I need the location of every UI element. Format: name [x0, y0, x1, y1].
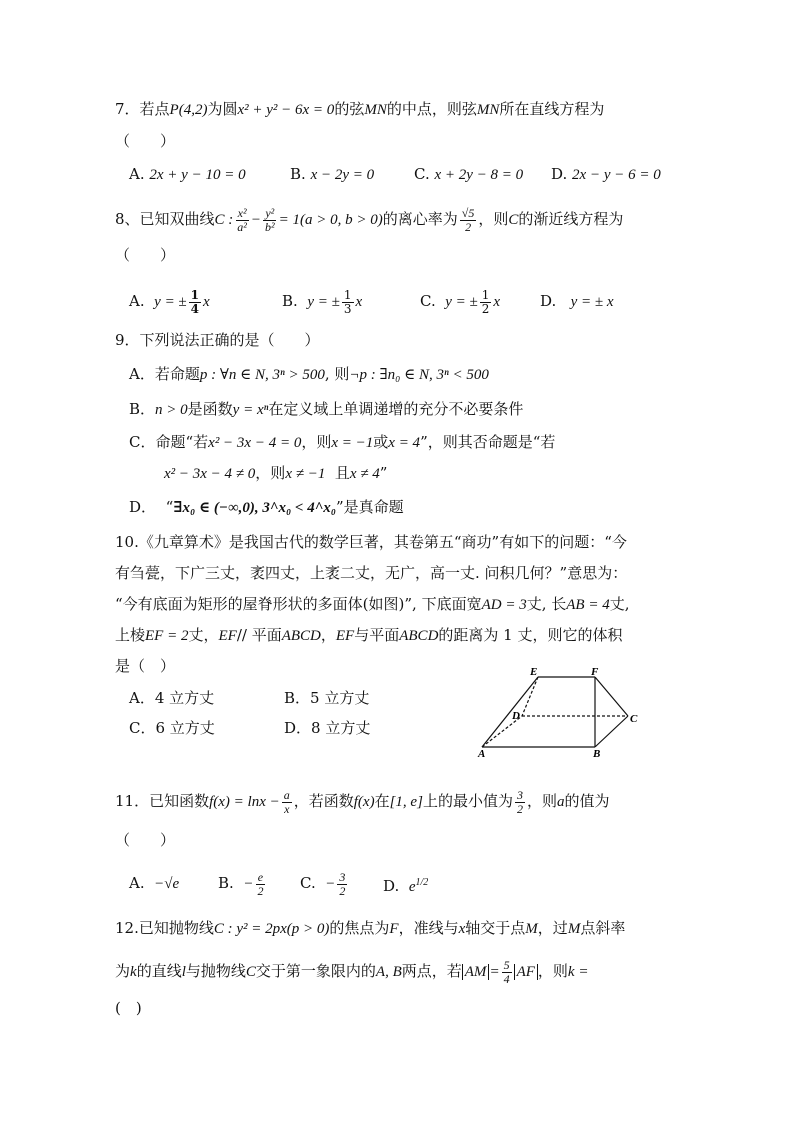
- q7-chord-2: MN: [476, 102, 500, 118]
- q7-option-d: D. 2x − y − 6 = 0: [551, 165, 661, 183]
- edge-ea: [482, 677, 538, 747]
- q10-option-b: B．5 立方丈: [284, 689, 370, 707]
- q10-line3: “今有底面为矩形的屋脊形状的多面体(如图)”, 下底面宽AD = 3丈, 长AB = 4丈,: [115, 595, 630, 613]
- q7-chord: MN: [364, 102, 387, 118]
- q7-text-b: 为圆: [207, 100, 238, 118]
- q7-text-a: 7．若点: [115, 100, 170, 118]
- q10-line2: 有刍甍，下广三丈，袤四丈，上袤二丈，无广，高一丈. 问积几何？”意思为：: [115, 564, 628, 582]
- q8-curve-name: C :: [214, 212, 234, 228]
- q10-line4: 上棱EF = 2丈，EF// 平面ABCD，EF与平面ABCD的距离为 1 丈，则它的体积: [115, 626, 623, 644]
- q11-stem: 11．已知函数f(x) = lnx − $\frac{a}{x}$ ，若函数f(x)在[1, e]上的最小值为 $\frac{3}{2}$ ，则a的值为: [115, 787, 610, 816]
- q9-option-a: A．若命题p : ∀n ∈ N, 3ⁿ > 500, 则¬p : ∃n₀ ∈ N, 3ⁿ < 500: [129, 365, 489, 383]
- q7-option-b: B. x − 2y = 0: [290, 165, 375, 183]
- q8-option-a: A. y = ± $\frac{1}{4}$ x: [129, 287, 210, 316]
- q11-option-d: D. $e^{1/2}$: [383, 877, 429, 895]
- q11-option-a: A. −√e: [129, 874, 180, 892]
- polyhedron-figure: [470, 662, 650, 762]
- q12-line1: 12.已知抛物线C : y² = 2px(p > 0)的焦点为F，准线与x轴交于点M，过M点斜率: [115, 919, 626, 937]
- label-b: B: [593, 748, 601, 760]
- label-f: F: [591, 666, 599, 678]
- edge-bc: [595, 716, 628, 747]
- q8-option-c: C. y = ± $\frac{1}{2}$ x: [420, 287, 501, 316]
- q8-stem: 8、已知双曲线C : $\frac{\text{x²}}{\text{a²}}$ − $\frac{\text{y²}}{\text{b²}}$ = 1(a > 0, b > 0)的离心率为 $\frac{√5}{2}$ ，则C的渐近线方程为: [115, 205, 624, 234]
- q12-line2: 为k的直线l与抛物线C交于第一象限内的A, B两点，若 AM = $\frac{5}{4}$ AF ，则k =: [115, 957, 589, 986]
- q7-text-c: 的弦: [334, 100, 365, 118]
- q11-option-b: B. − $\frac{e}{2}$: [218, 869, 264, 898]
- q7-circle-eq: x² + y² − 6x = 0: [237, 102, 335, 118]
- q7-text-e: 所在直线方程为: [499, 100, 605, 118]
- edge-ed: [522, 677, 538, 716]
- q7-point: P(4,2): [169, 102, 208, 118]
- q10-option-c: C．6 立方丈: [129, 719, 215, 737]
- q11-option-c: C. − $\frac{3}{2}$: [300, 869, 346, 898]
- q11-bracket: （ ）: [115, 831, 176, 849]
- q8-bracket: （ ）: [115, 246, 176, 264]
- q7-text-d: 的中点，则弦: [386, 100, 477, 118]
- q7-option-c: C. x + 2y − 8 = 0: [414, 165, 524, 183]
- edge-fc: [595, 677, 628, 716]
- q9-option-c-line2: x² − 3x − 4 ≠ 0，则x ≠ −1 且x ≠ 4”: [164, 464, 388, 482]
- q9-option-c: C．命题“若x² − 3x − 4 = 0，则x = −1或x = 4”，则其否命题是“若: [129, 433, 556, 451]
- q8-frac-y: $\frac{\text{y²}}{\text{b²}}$: [265, 205, 275, 234]
- q10-line5: 是（ ）: [115, 657, 176, 675]
- label-e: E: [530, 666, 538, 678]
- q10-line1: 10.《九章算术》是我国古代的数学巨著，其卷第五“商功”有如下的问题：“今: [115, 533, 627, 551]
- label-d: D: [512, 710, 520, 722]
- q7-stem: [115, 99, 604, 120]
- q10-option-d: D．8 立方丈: [284, 719, 371, 737]
- q9-stem: 9．下列说法正确的是（ ）: [115, 331, 320, 349]
- label-a: A: [478, 748, 486, 760]
- q10-option-a: A．4 立方丈: [129, 689, 215, 707]
- q8-text-a: 8、已知双曲线: [115, 210, 215, 228]
- q8-option-d: D. y = ± x: [540, 292, 614, 310]
- q9-option-d: D． “∃x₀ ∈ (−∞,0), 3^x₀ < 4^x₀”是真命题: [129, 498, 404, 516]
- q8-eq-tail: = 1(a > 0, b > 0): [278, 212, 383, 228]
- q7-bracket: （ ）: [115, 132, 176, 150]
- q8-eccentricity: $\frac{√5}{2}$: [461, 205, 475, 234]
- q8-text-d: 的渐近线方程为: [518, 210, 624, 228]
- q7-option-a: A. 2x + y − 10 = 0: [129, 165, 246, 183]
- label-c: C: [630, 713, 638, 725]
- q8-option-b: B. y = ± $\frac{1}{3}$ x: [282, 287, 363, 316]
- q12-bracket: ( ): [115, 999, 142, 1017]
- q8-c-letter: C: [508, 212, 519, 228]
- q8-text-c: ，则: [478, 210, 509, 228]
- q9-option-b: B．n > 0是函数y = xⁿ在定义域上单调递增的充分不必要条件: [129, 400, 524, 418]
- q8-text-b: 的离心率为: [382, 210, 458, 228]
- q8-frac-x: $\frac{\text{x²}}{\text{a²}}$: [237, 205, 247, 234]
